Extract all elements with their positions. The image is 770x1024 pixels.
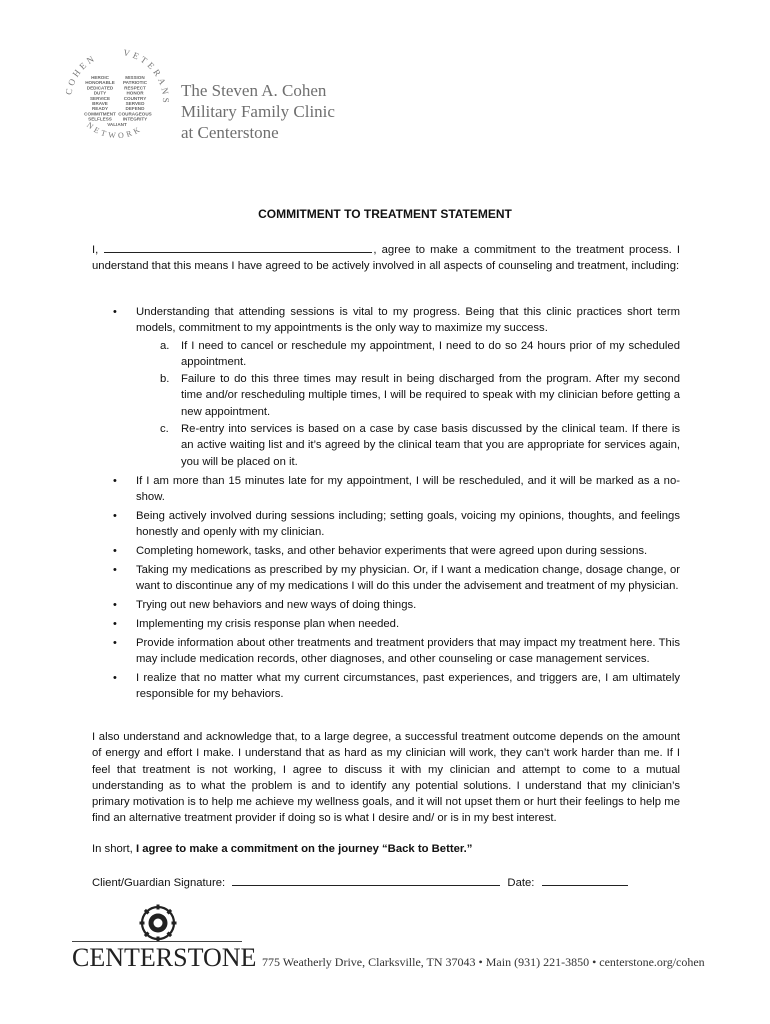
seal-word: HEROIC [91,75,109,80]
list-item [92,562,680,595]
seal-word: VALIANT [107,121,127,127]
signature-label: Client/Guardian Signature: [92,877,226,889]
list-item-text: Completing homework, tasks, and other behavior experiments that were agreed upon during sessions. [136,544,648,557]
clinic-name [181,80,335,143]
footer-divider [72,941,242,942]
bullet-icon: • [113,306,117,318]
sub-list [136,338,680,470]
bullet-icon: • [113,617,117,630]
seal-word: MISSION [125,75,145,80]
seal-word: INTEGRITY [122,116,148,122]
seal-word: SELFLESS [88,116,112,122]
acknowledgement-paragraph: I also understand and acknowledge that, to a large degree, a successful treatment outcome depends on the amount of energy and effort I make. I understand that as hard as my clinician will work, they can’t work harder than me. If I feel that treatment is not working, I agree to discuss it with my clinician and attempt to come to a mutual understanding as to what the problem is and to identify any potential solutions. I understand that my clinician’s primary motivation is to help me achieve my wellness goals, and it will not upset them or hurt their feelings to help me find an alternative treatment provider if doing so is what I desire and/ or is in my best interest. [92,731,680,825]
in-short-prefix: In short, [92,843,136,855]
list-item [92,597,680,613]
list-item-text: Provide information about other treatments and treatment providers that may impact my treatment here. This may include medication records, other diagnoses, and other counseling or case management services. [136,636,680,666]
seal-word: HONOR [126,90,144,96]
sub-list-text: If I need to cancel or reschedule my appointment, I need to do so 24 hours prior of my scheduled appointment. [181,339,680,368]
sub-list-text: Re-entry into services is based on a case by case basis discussed by the clinical team. If there is an active waiting list and it’s agreed by the clinical team that you are appropriate for services again, you will be placed on it. [181,423,680,468]
list-item-text: Taking my medications as prescribed by my physician. Or, if I want a medication change, dosage change, or want to discontinue any of my medications I will do this under the advisement and treatment of my physician. [136,563,680,593]
sub-list-item [136,371,680,420]
date-label: Date: [507,877,535,889]
cohen-veterans-network-seal [62,46,172,156]
sub-list-item [136,338,680,371]
bullet-icon: • [113,563,117,576]
in-short-bold: I agree to make a commitment on the journey “Back to Better.” [135,843,473,855]
list-item [92,304,680,470]
bullet-icon: • [113,509,117,522]
list-item [92,508,680,541]
seal-word: DEFEND [125,106,145,112]
list-item-text: If I am more than 15 minutes late for my appointment, I will be rescheduled, and it will be marked as a no-show. [136,474,680,503]
seal-word: RESPECT [124,85,146,91]
document-title: COMMITMENT TO TREATMENT STATEMENT [258,207,512,221]
footer-address: 775 Weatherly Drive, Clarksville, TN 37043 • Main (931) 221-3850 • centerstone.org/cohen [262,955,705,969]
seal-word: COUNTRY [123,95,147,101]
signature-field[interactable] [232,873,500,886]
commitment-list [92,304,680,705]
sub-list-item [136,421,680,470]
list-item-text: Implementing my crisis response plan when needed. [136,617,400,630]
bullet-icon: • [113,671,117,684]
seal-word: HONORABLE [85,80,115,86]
intro-text: , agree to make a commitment to the treatment process. I understand that this means I have agreed to be actively involved in all aspects of counseling and treatment, including: [92,244,680,273]
seal-ring-top: VETERANS [122,47,172,106]
list-item [92,670,680,703]
list-item-text: Being actively involved during sessions including; setting goals, voicing my opinions, thoughts, and feelings honestly and openly with my clinician. [136,509,680,539]
seal-word: DUTY [93,90,107,96]
list-item-text: Trying out new behaviors and new ways of doing things. [136,599,417,612]
bullet-icon: • [113,544,117,557]
sub-list-letter: b. [160,373,170,386]
client-name-field[interactable] [104,240,372,253]
seal-word: PATRIOTIC [122,80,148,86]
seal-word: BRAVE [92,101,108,106]
seal-word: SERVED [125,101,145,106]
sub-list-text: Failure to do this three times may result in being discharged from the program. After my second time and/or rescheduling multiple times, I will be required to speak with my clinician before getting a new appointment. [181,373,680,418]
bullet-icon: • [113,599,117,612]
seal-word: COURAGEOUS [118,111,152,117]
seal-word: READY [91,106,109,112]
list-item-text: Understanding that attending sessions is vital to my progress. Being that this clinic practices short term models, commitment to my appointments is the only way to maximize my success. [136,306,680,335]
clinic-name-line3: at Centerstone [181,123,279,142]
bullet-icon: • [113,636,117,649]
seal-ring-bottom: NETWORK [85,120,144,141]
in-short-statement [92,841,680,857]
signature-line [92,873,692,891]
list-item [92,635,680,668]
seal-graphic [62,46,172,156]
clinic-name-line2: Military Family Clinic [181,102,335,121]
seal-ring-left: COHEN [63,52,99,96]
intro-paragraph [92,240,680,275]
date-field[interactable] [542,873,628,886]
sub-list-letter: c. [160,423,169,436]
seal-word: COMMITMENT [84,111,116,117]
seal-word: DEDICATED [86,85,114,91]
seal-word: SERVICE [89,95,111,101]
list-item [92,543,680,559]
centerstone-logo-icon [139,904,177,942]
centerstone-wordmark: CENTERSTONE [72,943,257,972]
intro-prefix: I, [92,244,99,256]
list-item-text: I realize that no matter what my current circumstances, past experiences, and triggers are, I am ultimately responsible for my behaviors. [136,671,680,701]
list-item [92,473,680,506]
bullet-icon: • [113,474,117,487]
sub-list-letter: a. [160,339,170,352]
list-item [92,616,680,632]
clinic-name-line1: The Steven A. Cohen [181,81,327,100]
